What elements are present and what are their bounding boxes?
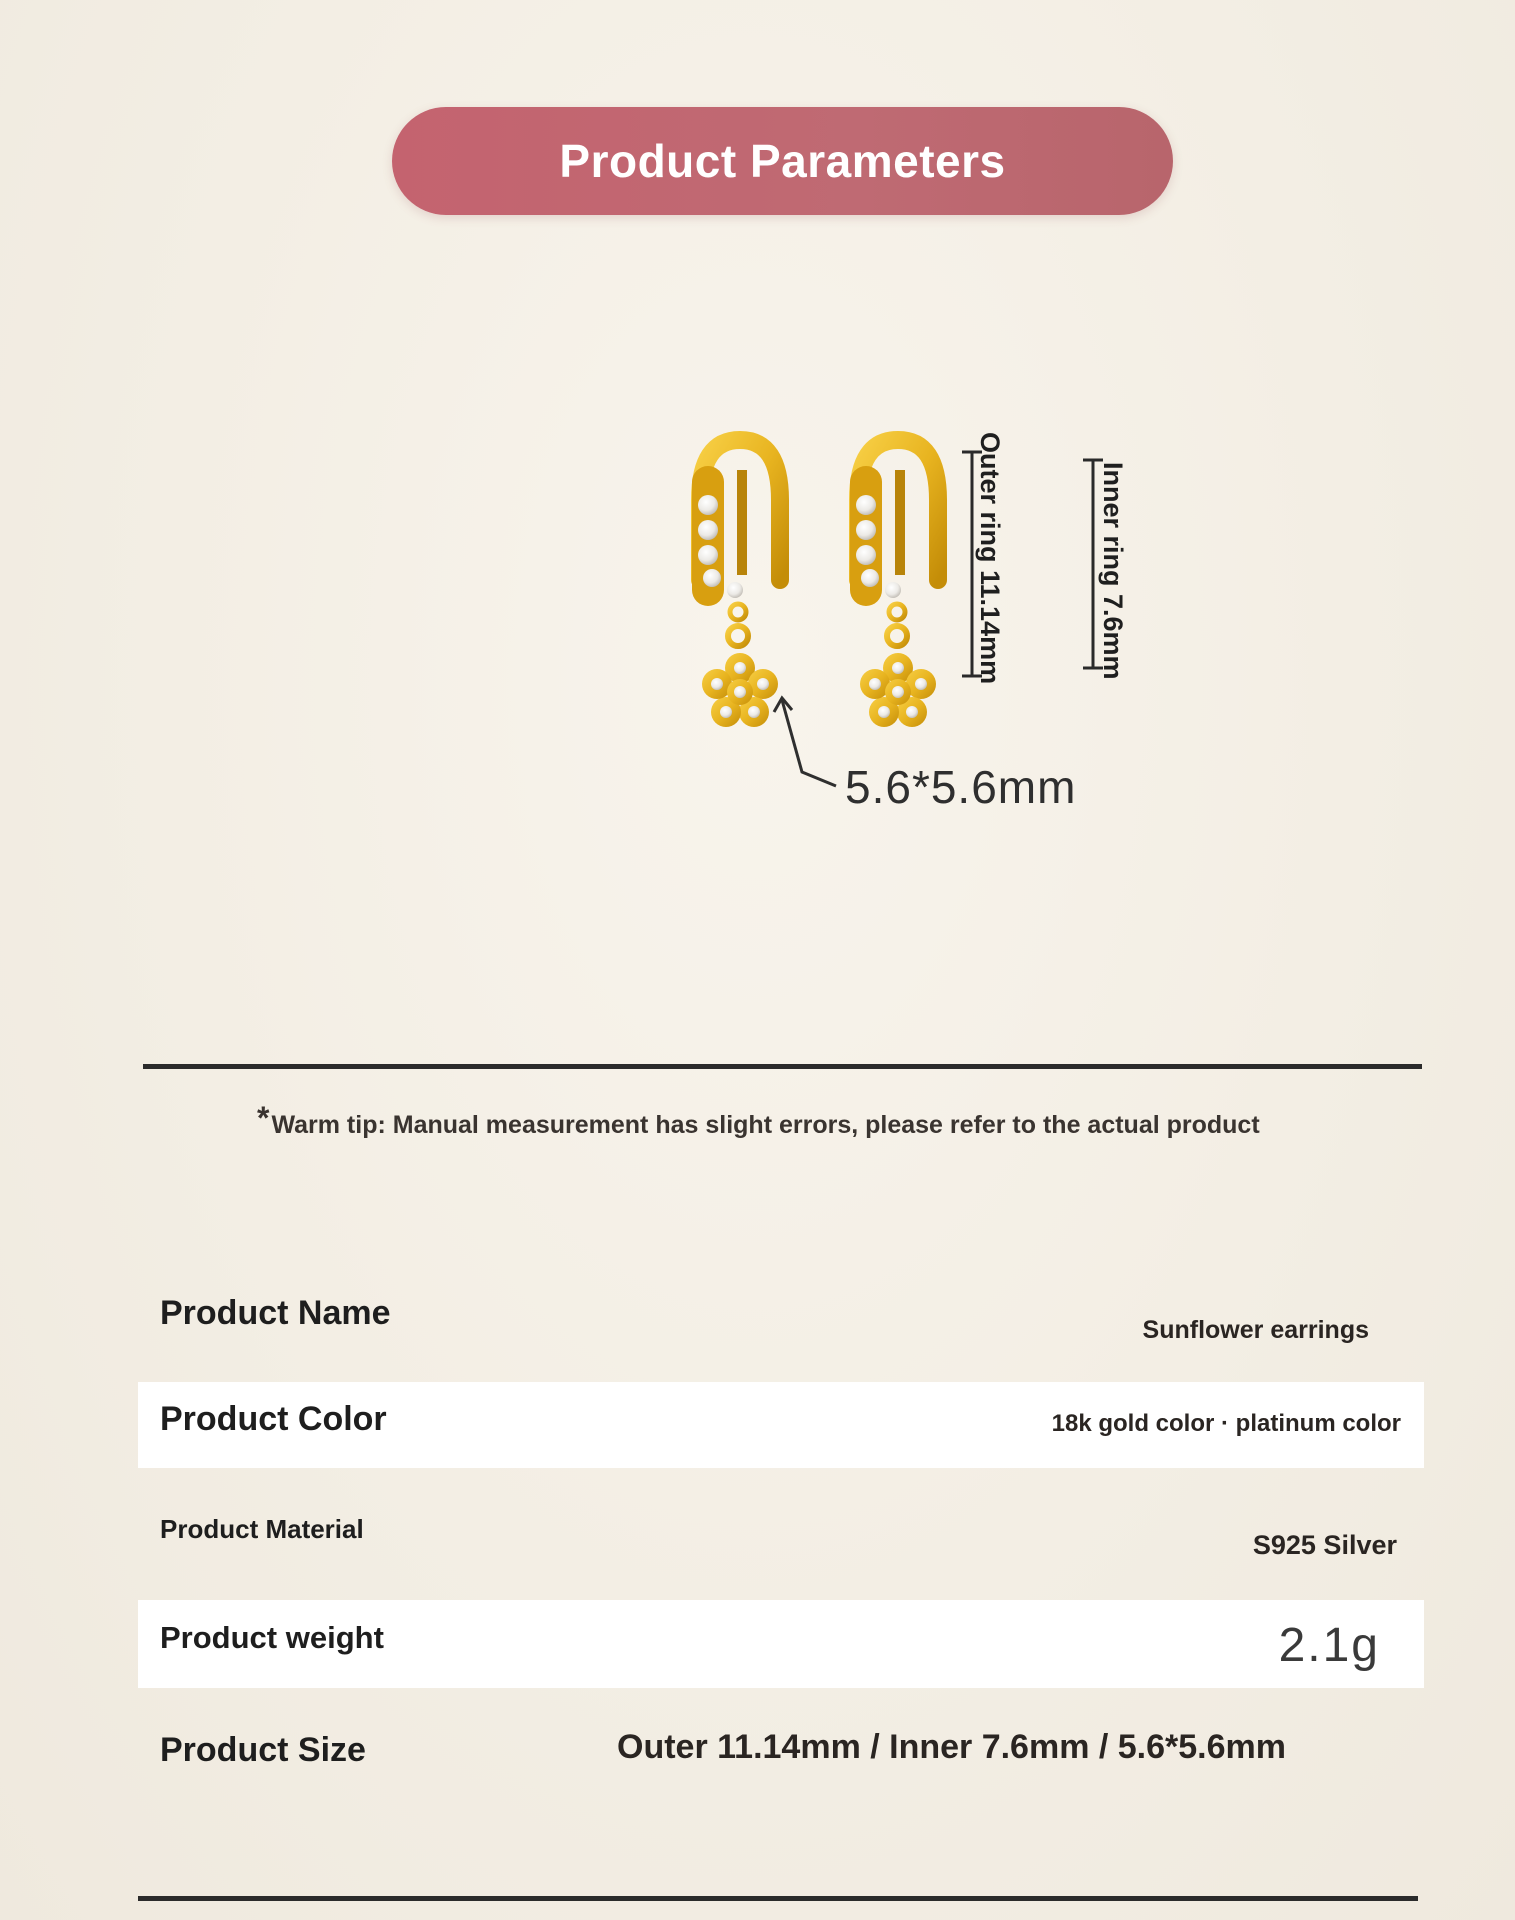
- param-row-color: [138, 1382, 1424, 1468]
- flower-size-label: 5.6*5.6mm: [845, 761, 1077, 813]
- param-row-material: [138, 1500, 1424, 1600]
- param-value: 2.1g: [1278, 1619, 1380, 1672]
- inner-ring-label: Inner ring 7.6mm: [1098, 462, 1128, 680]
- param-label: Product Size: [160, 1731, 366, 1769]
- param-value: 18k gold color · platinum color: [1051, 1410, 1401, 1437]
- earrings-illustration: [0, 0, 1515, 900]
- bottom-divider: [138, 1896, 1418, 1901]
- warm-tip: [257, 1100, 1260, 1140]
- outer-ring-label: Outer ring 11.14mm: [975, 432, 1005, 685]
- page-title: Product Parameters: [559, 135, 1006, 187]
- param-label: Product weight: [160, 1620, 384, 1655]
- param-row-weight: [138, 1600, 1424, 1688]
- param-value: Sunflower earrings: [1142, 1316, 1369, 1344]
- param-label: Product Color: [160, 1400, 387, 1438]
- asterisk: *: [257, 1100, 270, 1136]
- right-earring: [856, 440, 938, 727]
- param-label: Product Name: [160, 1294, 391, 1332]
- left-earring: [698, 440, 780, 727]
- param-value: Outer 11.14mm / Inner 7.6mm / 5.6*5.6mm: [617, 1728, 1286, 1766]
- param-label: Product Material: [160, 1514, 364, 1544]
- param-row-name: [138, 1280, 1424, 1380]
- flower-size-pointer: [774, 698, 836, 786]
- warm-tip-text: Warm tip: Manual measurement has slight errors, please refer to the actual product: [271, 1111, 1260, 1139]
- top-divider: [143, 1064, 1422, 1069]
- param-value: S925 Silver: [1252, 1530, 1397, 1560]
- param-row-size: [138, 1716, 1424, 1816]
